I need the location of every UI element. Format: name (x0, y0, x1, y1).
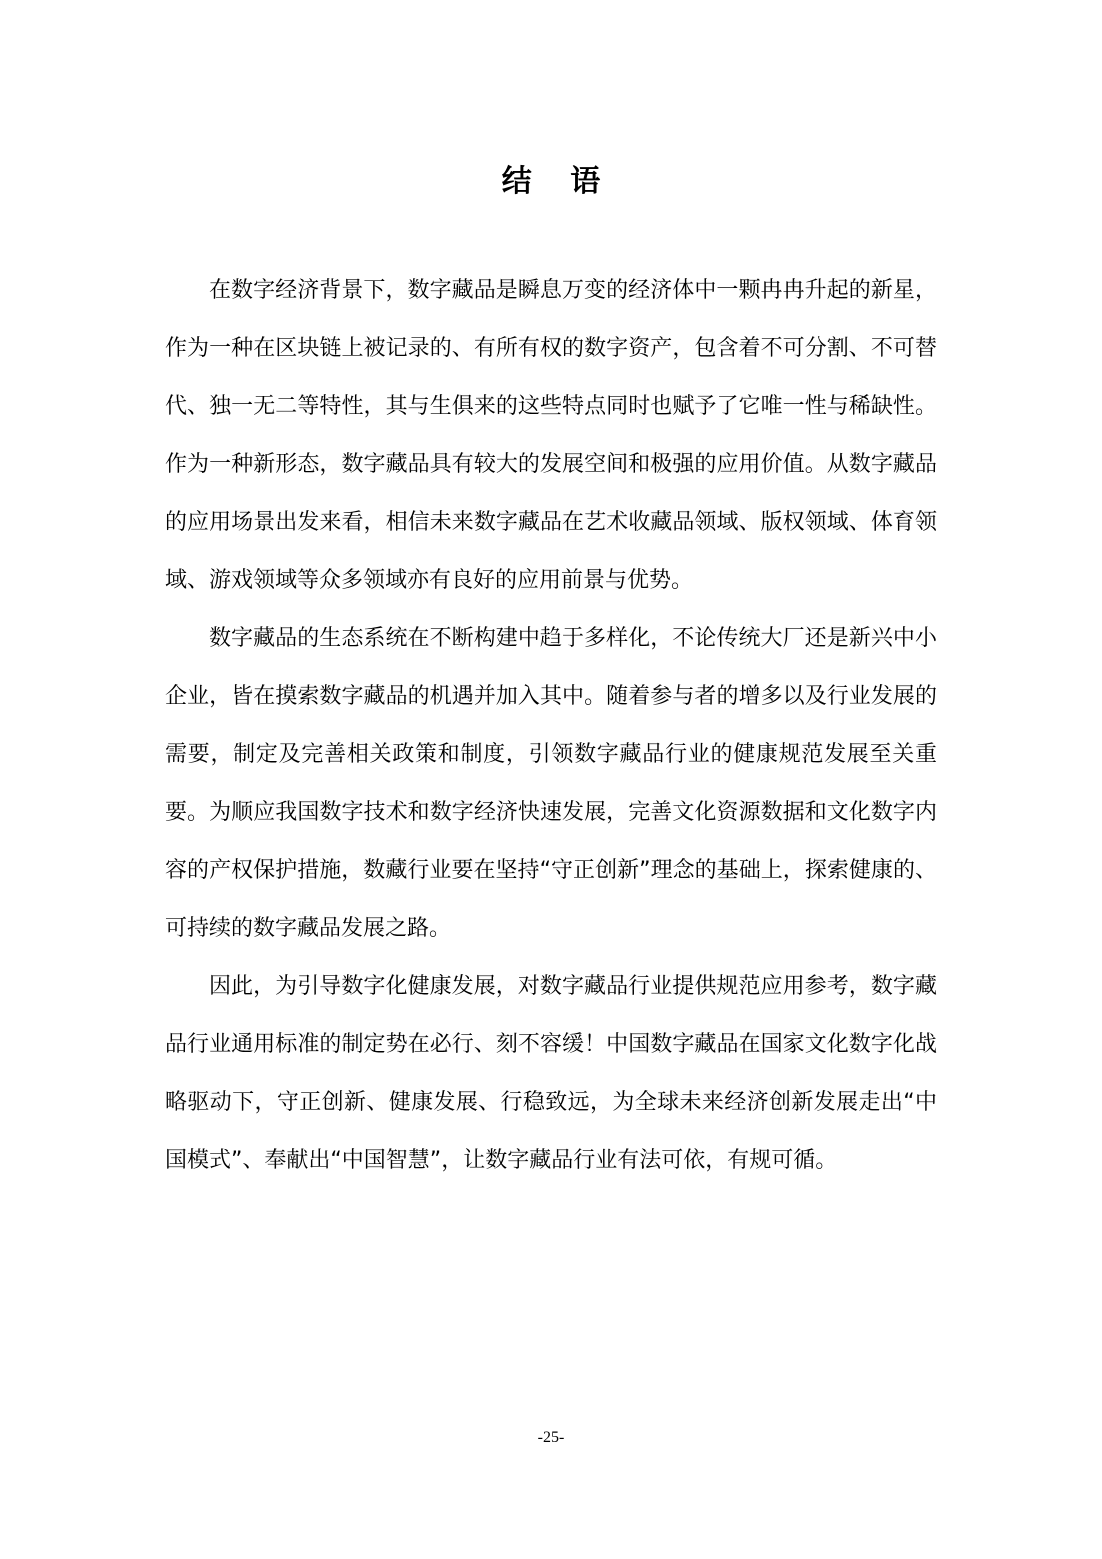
paragraph-3: 因此，为引导数字化健康发展，对数字藏品行业提供规范应用参考，数字藏品行业通用标准的制定势在必行、刻不容缓！中国数字藏品在国家文化数字化战略驱动下，守正创新、健康发展、行稳致远，为全球未来经济创新发展走出“中国模式”、奉献出“中国智慧”，让数字藏品行业有法可依，有规可循。 (165, 974, 937, 1173)
body-text (165, 262, 937, 1190)
paragraph-2: 数字藏品的生态系统在不断构建中趋于多样化，不论传统大厂还是新兴中小企业，皆在摸索数字藏品的机遇并加入其中。随着参与者的增多以及行业发展的需要，制定及完善相关政策和制度，引领数字藏品行业的健康规范发展至关重要。为顺应我国数字技术和数字经济快速发展，完善文化资源数据和文化数字内容的产权保护措施，数藏行业要在坚持“守正创新”理念的基础上，探索健康的、可持续的数字藏品发展之路。 (165, 626, 937, 941)
page-number: -25- (537, 1429, 565, 1446)
paragraph-1: 在数字经济背景下，数字藏品是瞬息万变的经济体中一颗冉冉升起的新星，作为一种在区块链上被记录的、有所有权的数字资产，包含着不可分割、不可替代、独一无二等特性，其与生俱来的这些特点同时也赋予了它唯一性与稀缺性。作为一种新形态，数字藏品具有较大的发展空间和极强的应用价值。从数字藏品的应用场景出发来看，相信未来数字藏品在艺术收藏品领域、版权领域、体育领域、游戏领域等众多领域亦有良好的应用前景与优势。 (165, 278, 937, 593)
page-title: 结 语 (501, 164, 615, 200)
